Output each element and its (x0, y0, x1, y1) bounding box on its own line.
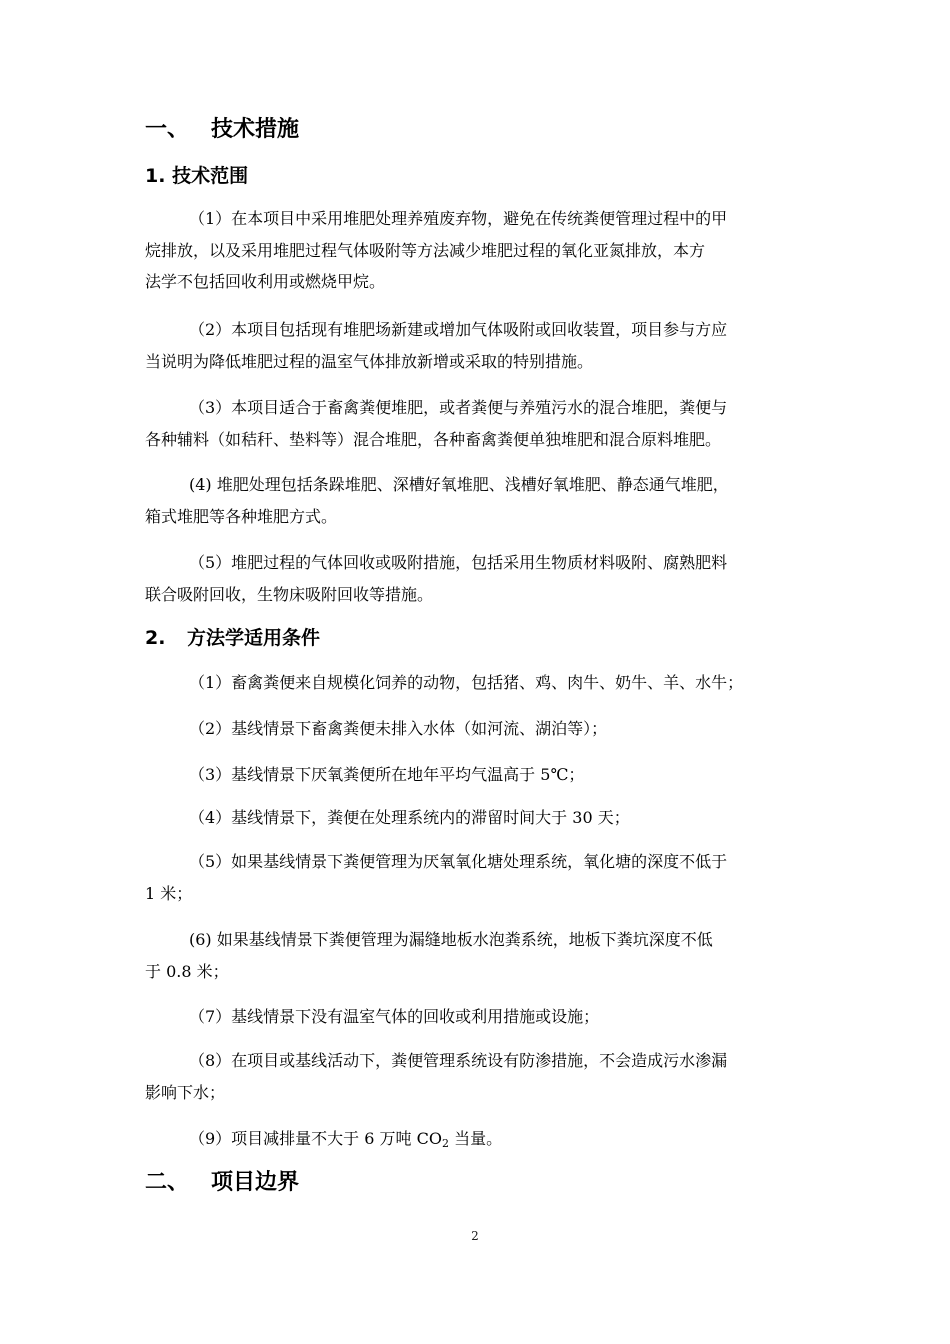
co2-subscript: 2 (441, 1137, 449, 1150)
subsection-number: 1. (145, 165, 166, 187)
section-number: 一、 (145, 117, 190, 142)
text-line: （5）如果基线情景下粪便管理为厌氧氧化塘处理系统，氧化塘的深度不低于 (189, 852, 728, 871)
scope-paragraph-1 (145, 203, 825, 298)
condition-9-tail: 当量。 (448, 1129, 503, 1148)
text-line: （4）基线情景下，粪便在处理系统内的滞留时间大于 30 天； (189, 808, 630, 827)
scope-paragraph-3 (145, 392, 825, 455)
condition-2 (145, 713, 825, 745)
page-number: 2 (471, 1229, 479, 1243)
text-line: 烷排放，以及采用堆肥过程气体吸附等方法减少堆肥过程的氧化亚氮排放，本方 (145, 240, 706, 260)
section-title: 技术措施 (211, 117, 300, 142)
text-line: （7）基线情景下没有温室气体的回收或利用措施或设施； (189, 1007, 600, 1026)
scope-paragraph-2 (145, 314, 825, 377)
text-line: (4) 堆肥处理包括条跺堆肥、深槽好氧堆肥、浅槽好氧堆肥、静态通气堆肥， (189, 475, 729, 494)
section-title: 项目边界 (211, 1170, 300, 1195)
text-line: （3）基线情景下厌氧粪便所在地年平均气温高于 5℃； (189, 765, 585, 784)
text-line: 箱式堆肥等各种堆肥方式。 (145, 506, 338, 526)
text-line: （2）基线情景下畜禽粪便未排入水体（如河流、湖泊等）； (189, 719, 608, 738)
condition-9-text: （9）项目减排量不大于 6 万吨 CO (189, 1129, 442, 1148)
subsection-title: 方法学适用条件 (187, 627, 321, 649)
condition-5 (145, 846, 825, 909)
condition-6 (145, 924, 825, 987)
section-heading-1 (145, 115, 299, 145)
subsection-heading-1 (145, 162, 248, 190)
section-heading-2 (145, 1168, 299, 1198)
condition-1 (145, 667, 825, 699)
scope-paragraph-4 (145, 469, 825, 532)
text-line: （5）堆肥过程的气体回收或吸附措施，包括采用生物质材料吸附、腐熟肥料 (189, 553, 728, 572)
subsection-title: 技术范围 (172, 165, 249, 187)
text-line: （1）在本项目中采用堆肥处理养殖废弃物，避免在传统粪便管理过程中的甲 (189, 209, 728, 228)
scope-paragraph-5 (145, 547, 825, 610)
condition-9 (145, 1123, 825, 1155)
condition-7 (145, 1001, 825, 1033)
text-line: 当说明为降低堆肥过程的温室气体排放新增或采取的特别措施。 (145, 351, 594, 371)
text-line: 各种辅料（如秸秆、垫料等）混合堆肥，各种畜禽粪便单独堆肥和混合原料堆肥。 (145, 429, 722, 449)
text-line: （2）本项目包括现有堆肥场新建或增加气体吸附或回收装置，项目参与方应 (189, 320, 728, 339)
subsection-number: 2. (145, 627, 166, 649)
text-line: （1）畜禽粪便来自规模化饲养的动物，包括猪、鸡、肉牛、奶牛、羊、水牛； (189, 673, 744, 692)
text-line: 影响下水； (145, 1082, 226, 1102)
text-line: 联合吸附回收，生物床吸附回收等措施。 (145, 584, 434, 604)
condition-3 (145, 759, 825, 791)
text-line: （3）本项目适合于畜禽粪便堆肥，或者粪便与养殖污水的混合堆肥，粪便与 (189, 398, 728, 417)
condition-8 (145, 1045, 825, 1108)
text-line: (6) 如果基线情景下粪便管理为漏缝地板水泡粪系统，地板下粪坑深度不低 (189, 930, 713, 949)
text-line: （8）在项目或基线活动下，粪便管理系统设有防渗措施，不会造成污水渗漏 (189, 1051, 728, 1070)
text-line: 1 米； (145, 883, 193, 903)
condition-4 (145, 802, 825, 834)
text-line (145, 1123, 825, 1155)
section-number: 二、 (145, 1170, 190, 1195)
text-line: 法学不包括回收利用或燃烧甲烷。 (145, 272, 386, 291)
subsection-heading-2 (145, 624, 320, 652)
text-line: 于 0.8 米； (145, 961, 229, 981)
